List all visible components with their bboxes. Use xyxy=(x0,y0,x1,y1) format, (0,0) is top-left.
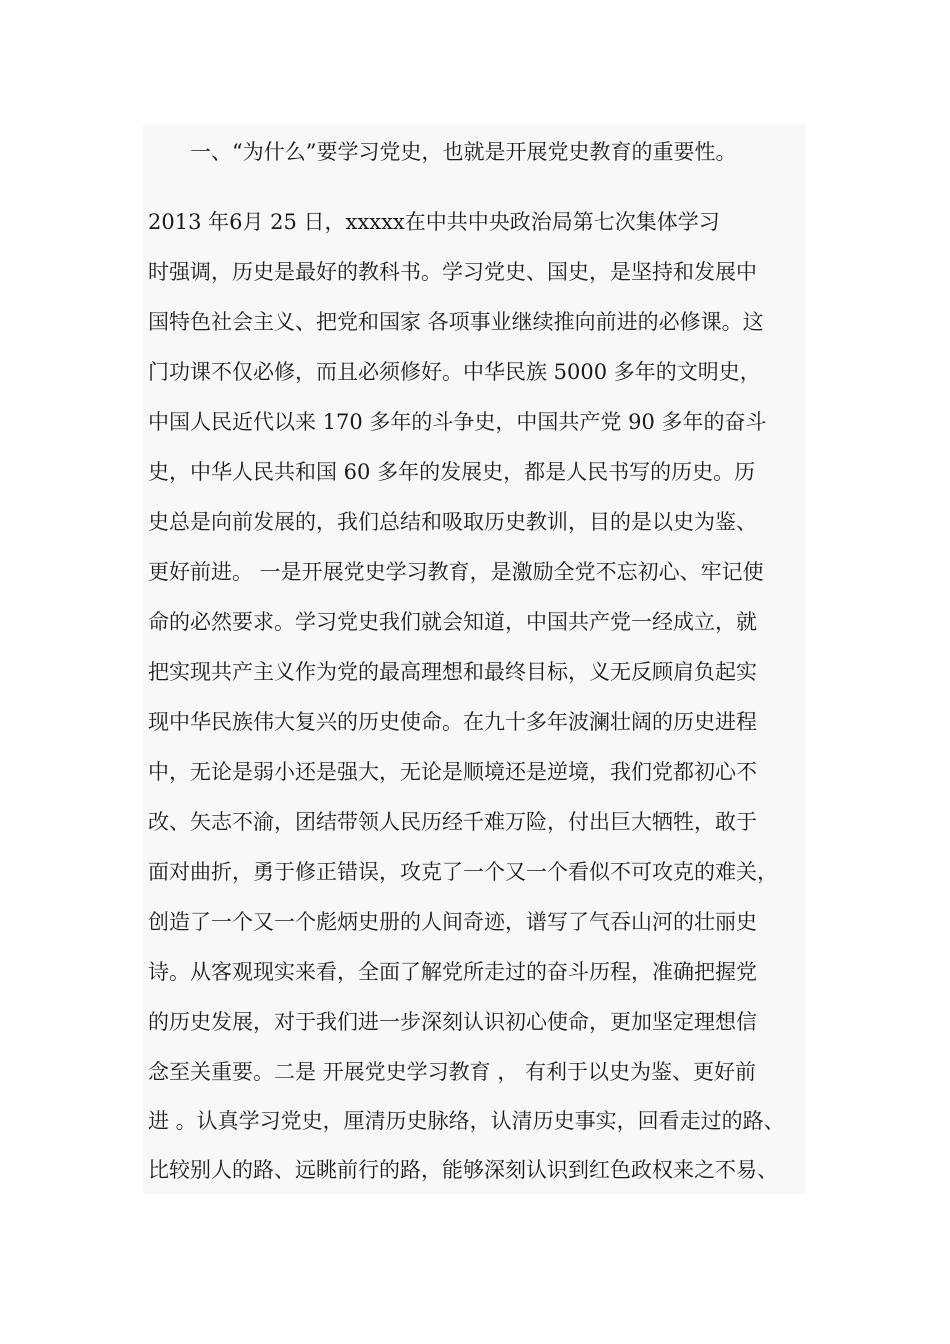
paragraph-line: 进 。认真学习党史，厘清历史脉络，认清历史事实，回看走过的路、 xyxy=(148,1109,785,1133)
paragraph-line: 命的必然要求。学习党史我们就会知道，中国共产党一经成立，就 xyxy=(148,610,757,634)
paragraph-line: 时强调，历史是最好的教科书。学习党史、国史，是坚持和发展中 xyxy=(148,260,757,284)
section-heading: 一、“为什么”要学习党史，也就是开展党史教育的重要性。 xyxy=(190,140,737,164)
paragraph-line: 诗。从客观现实来看，全面了解党所走过的奋斗历程，准确把握党 xyxy=(148,960,757,984)
paragraph-line: 门功课不仅必修，而且必须修好。中华民族 5000 多年的文明史， xyxy=(148,360,761,384)
paragraph-line: 2013 年6月 25 日，xxxxx在中共中央政治局第七次集体学习 xyxy=(148,210,720,234)
paragraph-line: 史总是向前发展的，我们总结和吸取历史教训，目的是以史为鉴、 xyxy=(148,510,757,534)
paragraph-line: 创造了一个又一个彪炳史册的人间奇迹，谱写了气吞山河的壮丽史 xyxy=(148,910,757,934)
paragraph-line: 更好前进。 一是开展党史学习教育，是激励全党不忘初心、牢记使 xyxy=(148,560,764,584)
paragraph-line: 比较别人的路、远眺前行的路，能够深刻认识到红色政权来之不易、 xyxy=(148,1158,778,1182)
paragraph-line: 把实现共产主义作为党的最高理想和最终目标，义无反顾肩负起实 xyxy=(148,660,757,684)
paragraph-line: 改、矢志不渝，团结带领人民历经千难万险，付出巨大牺牲，敢于 xyxy=(148,810,757,834)
paragraph-line: 中，无论是弱小还是强大，无论是顺境还是逆境，我们党都初心不 xyxy=(148,760,757,784)
paragraph-line: 面对曲折，勇于修正错误，攻克了一个又一个看似不可攻克的难关， xyxy=(148,860,778,884)
paragraph-line: 史，中华人民共和国 60 多年的发展史，都是人民书写的历史。历 xyxy=(148,460,756,484)
paragraph-line: 现中华民族伟大复兴的历史使命。在九十多年波澜壮阔的历史进程 xyxy=(148,710,757,734)
paragraph-line: 念至关重要。二是 开展党史学习教育 ， 有利于以史为鉴、更好前 xyxy=(148,1060,757,1084)
paragraph-line: 中国人民近代以来 170 多年的斗争史，中国共产党 90 多年的奋斗 xyxy=(148,410,767,434)
paragraph-line: 国特色社会主义、把党和国家 各项事业继续推向前进的必修课。这 xyxy=(148,310,764,334)
paragraph-line: 的历史发展，对于我们进一步深刻认识初心使命，更加坚定理想信 xyxy=(148,1010,757,1034)
